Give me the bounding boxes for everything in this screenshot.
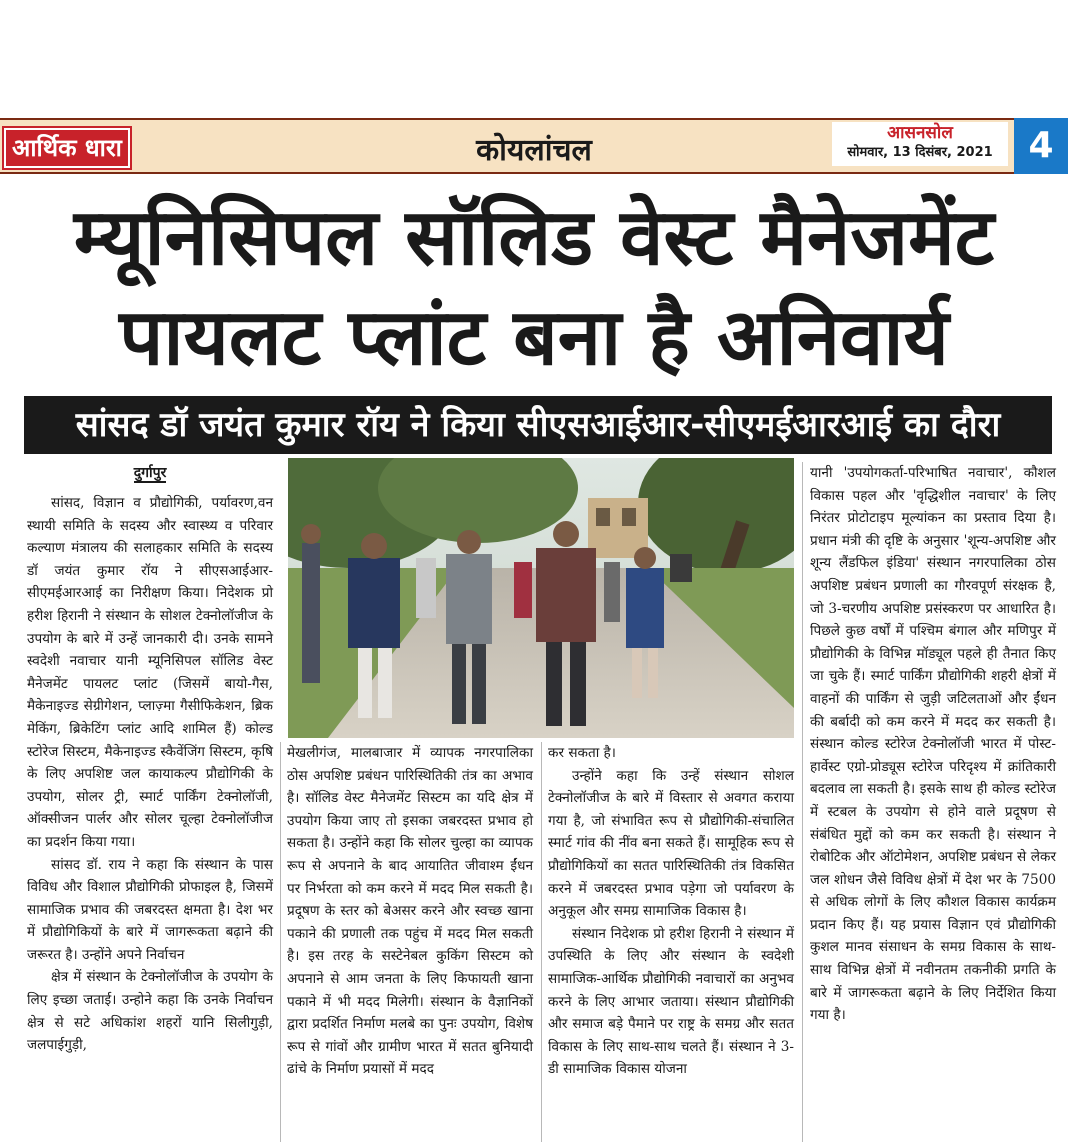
headline-line-1: म्यूनिसिपल सॉलिड वेस्ट मैनेजमेंट <box>73 193 995 283</box>
photo-illustration <box>288 458 794 738</box>
article-column-4 <box>810 462 1056 1142</box>
headline-line-2: पायलट प्लांट बना है अनिवार्य <box>119 293 949 383</box>
masthead-top-rule <box>0 118 1068 120</box>
paragraph: कर सकता है। <box>548 745 616 761</box>
edition-box <box>832 122 1008 166</box>
edition-date: सोमवार, 13 दिसंबर, 2021 <box>847 145 993 160</box>
dateline <box>27 462 273 484</box>
section-label: आर्थिक धारा <box>4 128 130 168</box>
article-column-2 <box>287 742 533 1142</box>
page-number: 4 <box>1014 118 1068 174</box>
paragraph: मेखलीगंज, मालबाजार में व्यापक नगरपालिका ठोस अपशिष्ट प्रबंधन पारिस्थितिकी तंत्र का अभाव है। सॉलिड वेस्ट मैनेजमेंट सिस्टम का यदि क्षेत्र में उपयोग किया जाए तो इसका जबरदस्त प्रभाव हो सकता है। उन्होंने कहा कि सोलर चुल्हा का व्यापक रूप से अपनाने के बाद आयातित जीवाश्म ईंधन पर निर्भरता को कम करने में मदद मिल सकती है। प्रदूषण के स्तर को बेअसर करने और स्वच्छ खाना पकाने की प्रणाली तक पहुंच में मदद मिल सकती है। इस तरह के सस्टेनेबल कुकिंग सिस्टम को अपनाने से आम जनता के लिए किफायती खाना पकाने में भी मदद मिलेगी। संस्थान के वैज्ञानिकों द्वारा प्रदर्शित निर्माण मलबे का पुनः उपयोग, विशेष रूप से गांवों और ग्रामीण भारत में सतत बुनियादी ढांचे के निर्माण प्रयासों में मदद <box>287 745 533 1078</box>
column-rule <box>802 462 803 1142</box>
paragraph: संस्थान निदेशक प्रो हरीश हिरानी ने संस्थान में उपस्थिति के लिए और संस्थान के स्वदेशी सामाजिक-आर्थिक प्रौद्योगिकी नवाचारों का अनुभव करने के लिए आभार जताया। संस्थान प्रौद्योगिकी और समाज बड़े पैमाने पर राष्ट्र के समग्र और सतत विकास के लिए साथ-साथ चलते हैं। संस्थान ने 3-डी सामाजिक विकास योजना <box>548 925 794 1078</box>
edition-city: आसनसोल <box>887 123 953 143</box>
masthead-bottom-rule <box>0 172 1068 174</box>
article-column-1 <box>27 462 273 1142</box>
column-rule <box>280 742 281 1142</box>
paragraph: सांसद डॉ. राय ने कहा कि संस्थान के पास विविध और विशाल प्रौद्योगिकी प्रोफाइल है, जिसमें सामाजिक प्रभाव की जबरदस्त क्षमता है। देश भर में प्रौद्योगिकियों के बारे में जागरूकता बढ़ाने की जरूरत है। उन्होंने अपने निर्वाचन <box>27 856 273 963</box>
dateline-text: दुर्गापुर <box>133 465 167 481</box>
paragraph: उन्होंने कहा कि उन्हें संस्थान सोशल टेक्नोलॉजीज के बारे में विस्तार से अवगत कराया गया है, जो संभावित रूप से प्रौद्योगिकी-संचालित स्मार्ट गांव की नींव बना सकते हैं। सामूहिक रूप से प्रौद्योगिकियों का सतत पारिस्थितिकी तंत्र विकसित करने में जबरदस्त प्रभाव पड़ेगा जो पर्यावरण के अनुकूल और समग्र सामाजिक विकास है। <box>548 767 794 920</box>
article-column-3 <box>548 742 794 1142</box>
column-rule <box>541 742 542 1142</box>
page-title: कोयलांचल <box>476 133 592 168</box>
subheadline: सांसद डॉ जयंत कुमार रॉय ने किया सीएसआईआर-सीएमईआरआई का दौरा <box>24 396 1052 454</box>
paragraph: क्षेत्र में संस्थान के टेक्नोलॉजीज के उपयोग के लिए इच्छा जताई। उन्होने कहा कि उनके निर्वाचन क्षेत्र से सटे अधिकांश शहरों यानि सिलीगुड़ी, जलपाईगुड़ी, <box>27 969 273 1054</box>
paragraph: यानी 'उपयोगकर्ता-परिभाषित नवाचार', कौशल विकास पहल और 'वृद्धिशील नवाचार' के लिए निरंतर प्रोटोटाइप मूल्यांकन का प्रस्ताव दिया है। प्रधान मंत्री की दृष्टि के अनुसार 'शून्य-अपशिष्ट और शून्य लैंडफिल इंडिया' संस्थान नगरपालिका ठोस अपशिष्ट प्रबंधन प्रणाली का गौरवपूर्ण संरक्षक है, जो 3-चरणीय अपशिष्ट प्रसंस्करण पर आधारित है। पिछले कुछ वर्षों में पश्चिम बंगाल और मणिपुर में प्रौद्योगिकी के विभिन्न मॉड्यूल पहले ही तैनात किए जा चुके हैं। स्मार्ट पार्किंग प्रौद्योगिकी शहरी क्षेत्रों में वाहनों की पार्किंग से जुड़ी जटिलताओं और ईंधन की बर्बादी को कम करने में मदद कर सकती है। संस्थान कोल्ड स्टोरेज टेक्नोलॉजी भारत में पोस्ट-हार्वेस्ट एग्रो-प्रोड्यूस स्टोरेज परिदृश्य में क्रांतिकारी बदलाव ला सकती है। इसके साथ ही कोल्ड स्टोरेज में स्टबल के उपयोग से होने वाले प्रदूषण से संबंधित मुद्दों को कम कर सकती है। संस्थान ने रोबोटिक और ऑटोमेशन, अपशिष्ट प्रबंधन से लेकर जल शोधन जैसे विविध क्षेत्रों में देश भर के 7500 से अधिक लोगों के लिए कौशल विकास कार्यक्रम प्रदान किए हैं। यह प्रयास विज्ञान एवं प्रौद्योगिकी कुशल मानव संसाधन के समग्र विकास के साथ-साथ विभिन्न क्षेत्रों में नवीनतम तकनीकी प्रगति के बारे में जागरूकता बढ़ाने के लिए निर्देशित किया गया है। <box>810 465 1056 1024</box>
masthead <box>0 118 1068 174</box>
paragraph: सांसद, विज्ञान व प्रौद्योगिकी, पर्यावरण,वन स्थायी समिति के सदस्य और स्वास्थ्य व परिवार कल्याण मंत्रालय की सलाहकार समिति के सदस्य डॉ जयंत कुमार रॉय ने सीएसआईआर-सीएमईआरआई का निरीक्षण किया। निदेशक प्रो हरीश हिरानी ने संस्थान के सोशल टेक्नोलॉजीज के उपयोग के बारे में उन्हें जानकारी दी। उनके सामने स्वदेशी नवाचार यानी म्यूनिसिपल सॉलिड वेस्ट मैनेजमेंट पायलट प्लांट (जिसमें बायो-गैस, मैकेनाइज्ड सेग्रीगेशन, प्लाज़्मा गैसीफिकेशन, ब्रिक मेकिंग, ब्रिकेटिंग प्लांट आदि शामिल हैं) कोल्ड स्टोरेज सिस्टम, मैकेनाइज्ड स्कैवेंजिंग सिस्टम, कृषि के लिए अपशिष्ट जल कायाकल्प प्रौद्योगिकी के उपयोग, सोलर ट्री, स्मार्ट पार्किंग टेक्नोलॉजी, ऑक्सीजन पार्लर और सोलर चूल्हा टेक्नोलॉजीज का प्रदर्शन किया गया। <box>27 495 273 850</box>
news-photo <box>288 458 794 738</box>
